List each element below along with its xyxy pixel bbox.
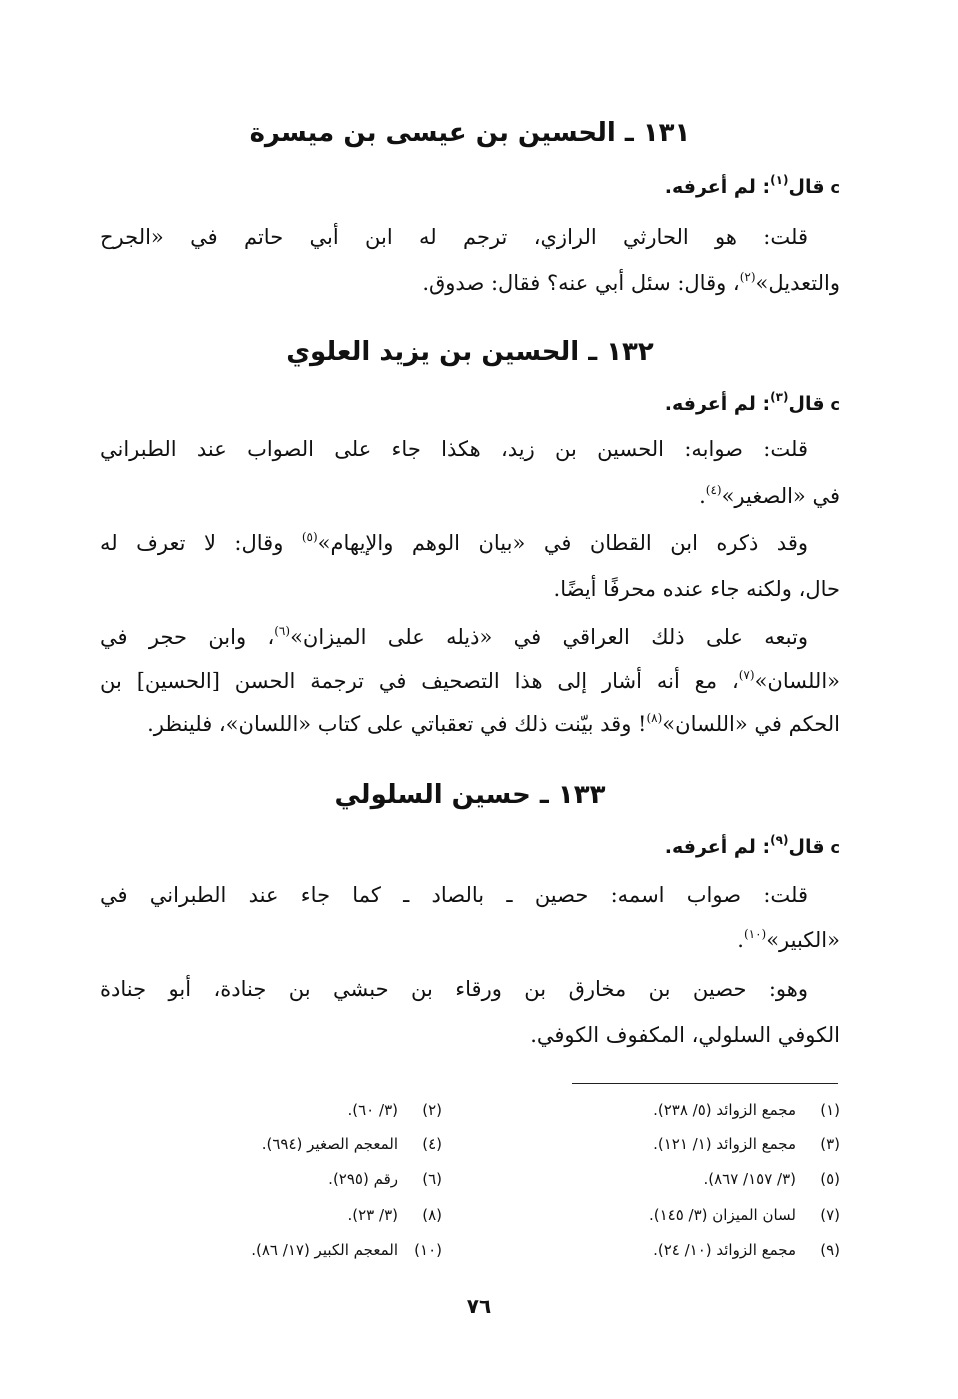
page-number: ٧٦ xyxy=(466,1294,492,1318)
footnote-ref-4[interactable]: (٤) xyxy=(705,483,722,497)
line-text: ، وابن حجر في xyxy=(100,625,275,649)
line-text: . xyxy=(699,484,706,508)
paragraph-line xyxy=(737,925,840,955)
footnote-ref-2[interactable]: (٢) xyxy=(739,270,756,284)
paragraph-line: قلت: هو الحارثي الرازي، ترجم له ابن أبي حاتم في «الجرح xyxy=(100,225,808,249)
footnote-ref-7[interactable]: (٧) xyxy=(738,668,755,682)
paragraph-line: قلت: صوابه: الحسين بن زيد، هكذا جاء على الصواب عند الطبراني xyxy=(100,437,808,461)
line-text: وقد ذكره ابن القطان في «بيان الوهم والإيهام» xyxy=(317,531,809,555)
qala-line-132 xyxy=(665,390,840,419)
line-text: الحكم في «اللسان» xyxy=(662,712,840,736)
paragraph-line: الكوفي السلولي، المكفوف الكوفي. xyxy=(530,1023,840,1047)
footnote-number: (٤) xyxy=(422,1135,442,1153)
qala-line-131 xyxy=(665,173,840,202)
footnote-item-9 xyxy=(653,1239,840,1261)
line-text: وقال: لا تعرف له xyxy=(100,531,302,555)
entry-title-131: ١٣١ ـ الحسين بن عيسى بن ميسرة xyxy=(249,118,691,148)
entry-title-133: ١٣٣ ـ حسين السلولي xyxy=(334,780,606,810)
footnote-item-10 xyxy=(251,1239,442,1261)
qala-rest: : لم أعرفه. xyxy=(664,836,771,858)
footnote-number: (٣) xyxy=(820,1135,840,1153)
footnote-number: (١) xyxy=(820,1101,840,1119)
footnote-item-3 xyxy=(653,1133,840,1155)
line-text: والتعديل» xyxy=(755,271,840,295)
paragraph-line: وهو: حصين بن مخارق بن ورقاء بن حبشي بن جنادة، أبو جنادة xyxy=(100,977,808,1001)
footnote-item-8 xyxy=(348,1204,443,1226)
line-text: ، مع أنه أشار إلى هذا التصحيف في ترجمة الحسن [الحسين] بن xyxy=(100,669,739,693)
footnote-number: (٩) xyxy=(820,1241,840,1259)
footnote-text: لسان الميزان (٣/ ١٤٥). xyxy=(648,1206,796,1224)
qala-rest: : لم أعرفه. xyxy=(664,176,771,198)
footnote-number: (١٠) xyxy=(414,1241,442,1259)
footnote-ref-6[interactable]: (٦) xyxy=(274,624,291,638)
footnote-text: المعجم الكبير (١٧/ ٨٦). xyxy=(251,1241,398,1259)
paragraph-line xyxy=(422,268,840,298)
qala-word: قال xyxy=(788,176,825,198)
footnote-item-7 xyxy=(649,1204,840,1226)
paragraph-line: حال، ولكنه جاء عنده محرفًا أيضًا. xyxy=(553,577,840,601)
footnote-text: (٣/ ١٥٧/ ٨٦٧). xyxy=(703,1170,796,1188)
footnote-item-4 xyxy=(262,1133,442,1155)
footnote-number: (٨) xyxy=(422,1206,442,1224)
line-text: «اللسان» xyxy=(754,669,840,693)
paragraph-line xyxy=(699,481,840,511)
line-text: «الكبير» xyxy=(766,928,840,952)
footnote-text: (٣/ ٢٣). xyxy=(347,1206,398,1224)
footnote-text: المعجم الصغير (٦٩٤). xyxy=(261,1135,398,1153)
footnote-ref-8[interactable]: (٨) xyxy=(646,711,663,725)
bullet-mark-icon: c xyxy=(830,838,840,857)
footnote-item-2 xyxy=(348,1099,443,1121)
entry-title-132: ١٣٢ ـ الحسين بن يزيد العلوي xyxy=(286,337,654,367)
line-text: . xyxy=(737,928,744,952)
footnote-text: مجمع الزوائد (١/ ١٢١). xyxy=(653,1135,796,1153)
qala-line-133 xyxy=(665,833,840,862)
footnote-ref-3[interactable]: (٣) xyxy=(770,390,789,404)
line-text: ، وقال: سئل أبي عنه؟ فقال: صدوق. xyxy=(422,271,740,295)
footnote-number: (٢) xyxy=(422,1101,442,1119)
qala-word: قال xyxy=(788,836,825,858)
footnote-text: مجمع الزوائد (١٠/ ٢٤). xyxy=(653,1241,796,1259)
footnote-number: (٧) xyxy=(820,1206,840,1224)
qala-word: قال xyxy=(788,393,825,415)
footnote-text: (٣/ ٦٠). xyxy=(347,1101,398,1119)
footnote-ref-1[interactable]: (١) xyxy=(770,173,789,187)
footnote-ref-5[interactable]: (٥) xyxy=(301,530,318,544)
line-text: ! وقد بيّنت ذلك في تعقباتي على كتاب «اللسان»، فلينظر. xyxy=(147,712,647,736)
paragraph-line xyxy=(100,528,808,558)
line-text: وتبعه على ذلك العراقي في «ذيله على الميزان» xyxy=(290,625,808,649)
footnote-text: مجمع الزوائد (٥/ ٢٣٨). xyxy=(653,1101,796,1119)
footnote-text: رقم (٢٩٥). xyxy=(328,1170,398,1188)
footnote-ref-10[interactable]: (١٠) xyxy=(743,927,767,941)
bullet-mark-icon: c xyxy=(830,178,840,197)
paragraph-line xyxy=(100,666,840,696)
footnote-item-1 xyxy=(653,1099,840,1121)
footnote-item-5 xyxy=(703,1168,840,1190)
line-text: في «الصغير» xyxy=(721,484,840,508)
bullet-mark-icon: c xyxy=(830,395,840,414)
footnote-number: (٥) xyxy=(820,1170,840,1188)
footnote-separator xyxy=(572,1083,838,1084)
footnote-item-6 xyxy=(328,1168,442,1190)
qala-rest: : لم أعرفه. xyxy=(664,393,771,415)
paragraph-line: قلت: صواب اسمه: حصين ـ بالصاد ـ كما جاء عند الطبراني في xyxy=(100,883,808,907)
footnote-number: (٦) xyxy=(422,1170,442,1188)
paragraph-line xyxy=(100,622,808,652)
paragraph-line xyxy=(147,709,840,739)
footnote-ref-9[interactable]: (٩) xyxy=(770,833,789,847)
